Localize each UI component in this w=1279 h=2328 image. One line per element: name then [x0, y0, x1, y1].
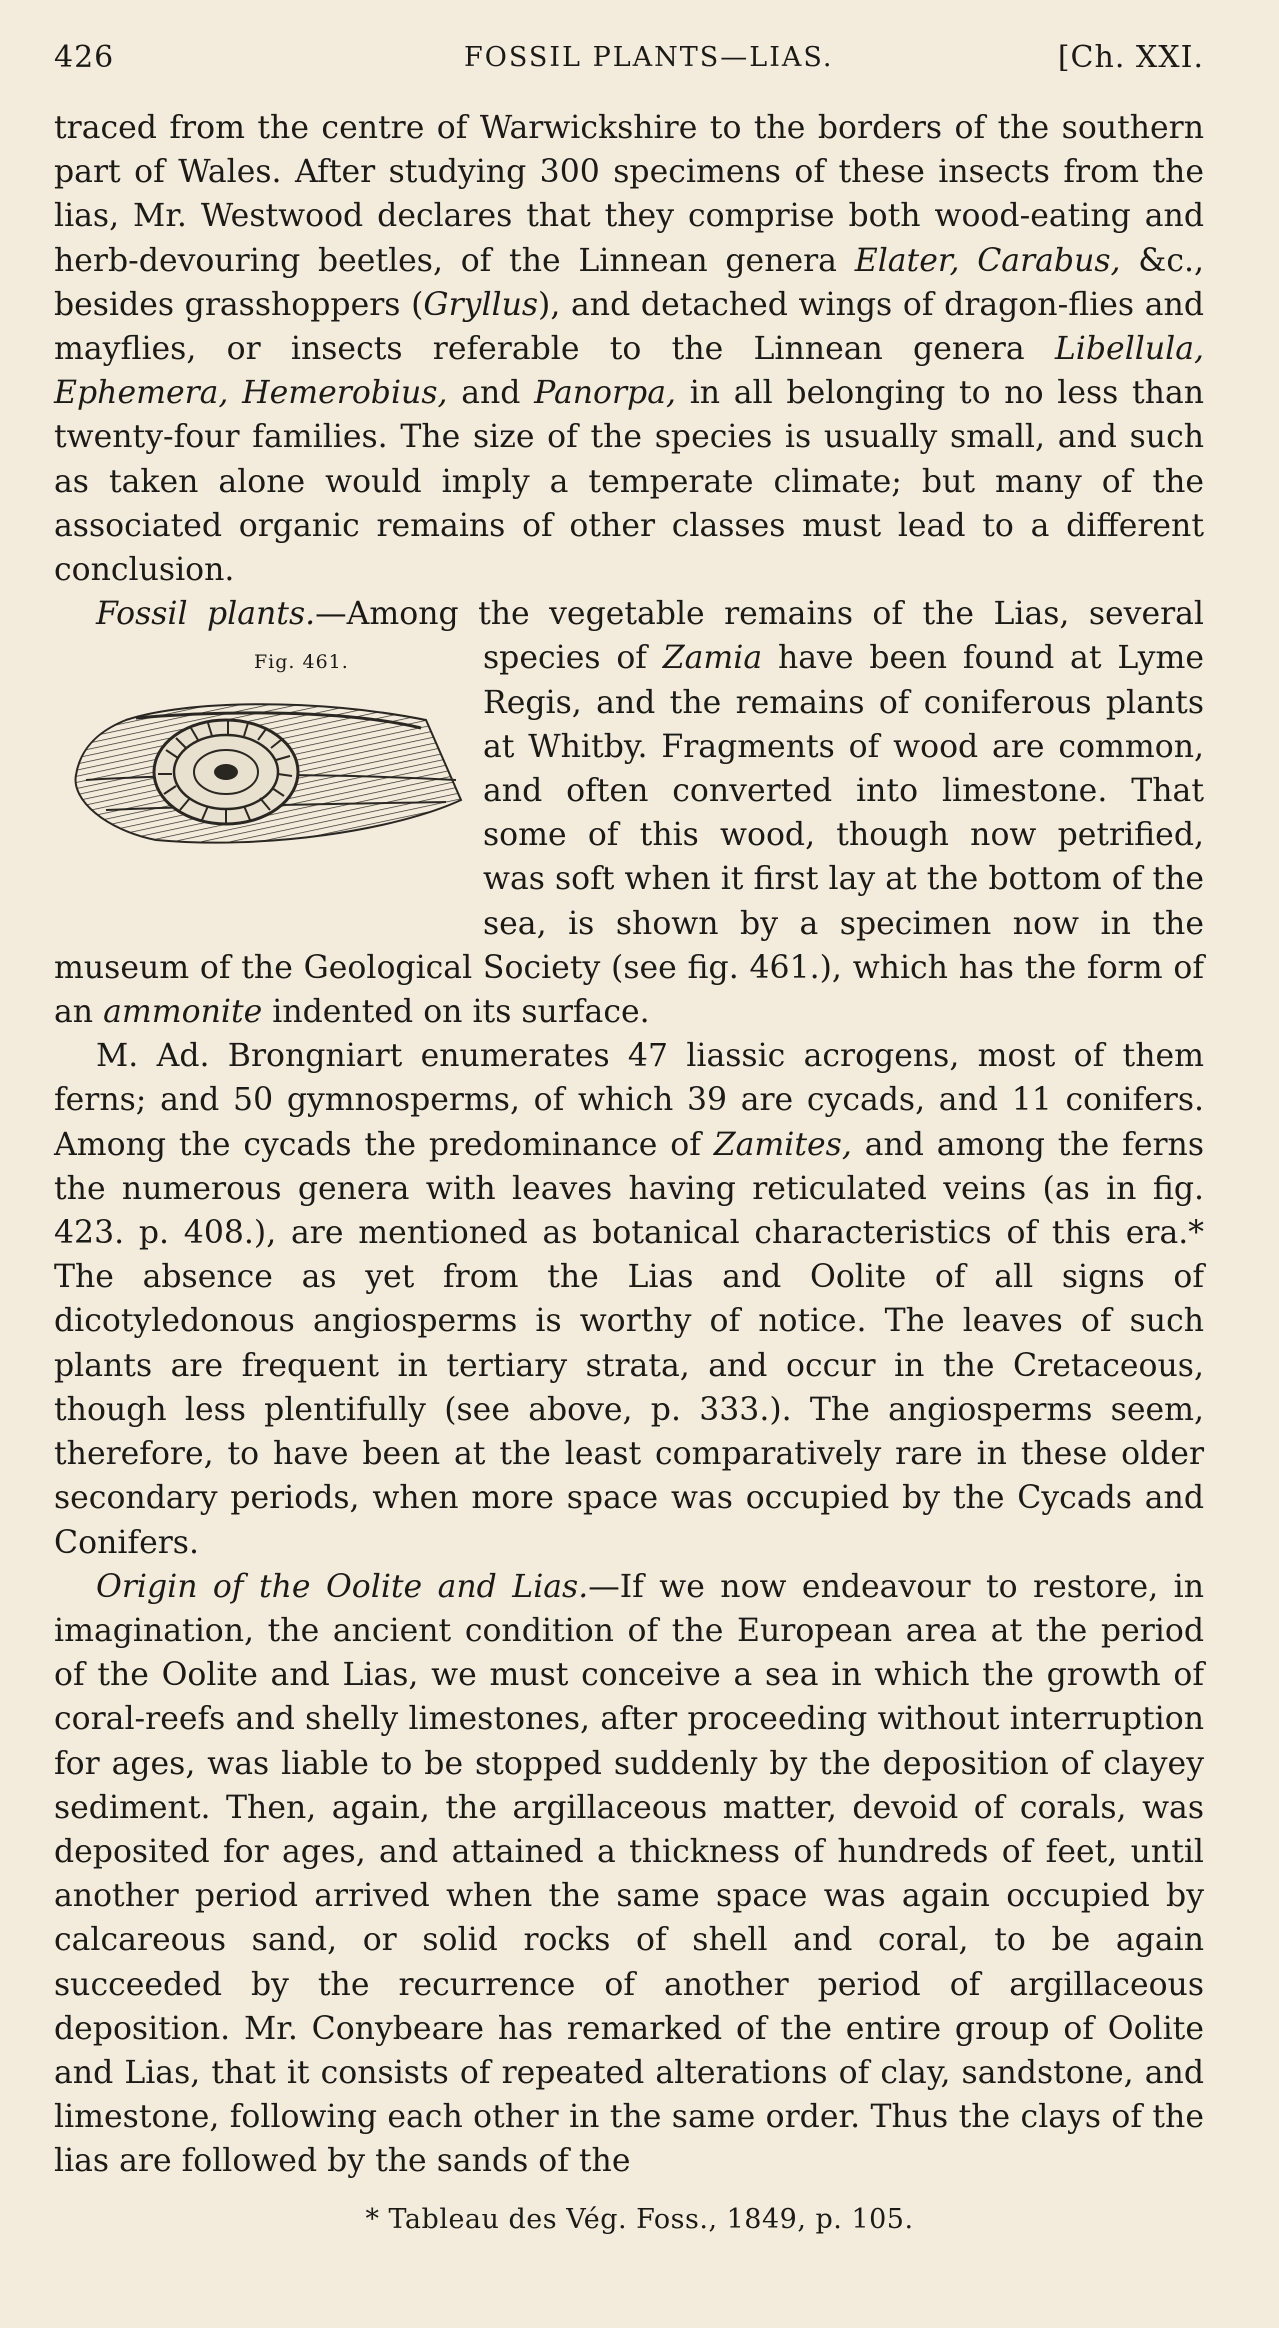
running-head — [54, 40, 1204, 84]
text-run: &c., besides grasshoppers ( — [54, 242, 1204, 323]
text-run: in all belonging to no less than twenty-four families. The size of the species is usually small, and such as taken alone would imply a temperate climate; but many of the associated organic remains of other classes must lead to a different conclusion. — [54, 375, 1205, 589]
text-run: M. Ad. Brongniart enumerates 47 liassic acrogens, most of them ferns; and 50 gymnosperms, of which 39 are cycads, and 11 conifers. Among the cycads the predominance of — [54, 1038, 1204, 1163]
paragraph-fossil-plants — [54, 592, 1204, 1034]
page-number: 426 — [54, 40, 115, 75]
paragraph-origin — [54, 1565, 1204, 2184]
genus-name: Zamites, — [713, 1126, 852, 1163]
body-text — [54, 106, 1204, 2184]
ammonite-in-fossil-wood-illustration-icon — [66, 680, 466, 860]
paragraph-insects — [54, 106, 1204, 592]
paragraph-brongniart — [54, 1034, 1204, 1564]
text-run: have been found at Lyme Regis, and the remains of coniferous plants at Whitby. Fragments of wood are common, and often converted into limestone. That some of this wood, though now petrified, was soft when it first lay at the bottom of the sea, is shown by a specimen now in the museum of the Geological Society (see fig. 461.), which has the form of an — [54, 640, 1204, 1031]
text-run: —If we now endeavour to restore, in imagination, the ancient condition of the European area at the period of the Oolite and Lias, we must conceive a sea in which the growth of coral-reefs and shelly limestones, after proceeding without interruption for ages, was liable to be stopped suddenly by the deposition of clayey sediment. Then, again, the argillaceous matter, devoid of corals, was deposited for ages, and attained a thickness of hundreds of feet, until another period arrived when the same space was again occupied by calcareous sand, or solid rocks of shell and coral, to be again succeeded by the recurrence of another period of argillaceous deposition. Mr. Conybeare has remarked of the entire group of Oolite and Lias, that it consists of repeated alterations of clay, sandstone, and limestone, following each other in the same order. Thus the clays of the lias are followed by the sands of the — [54, 1568, 1204, 2180]
genus-name: Zamia — [662, 640, 763, 677]
text-run: —Among the vegetable remains of the Lias, several species of — [315, 596, 1205, 677]
running-title: FOSSIL PLANTS—LIAS. — [464, 42, 834, 73]
text-run: and — [447, 375, 535, 412]
genus-name: ammonite — [103, 994, 263, 1031]
genus-name: Elater, Carabus, — [854, 242, 1121, 279]
genus-name: Gryllus — [423, 286, 539, 323]
footnote: * Tableau des Vég. Foss., 1849, p. 105. — [365, 2204, 914, 2235]
text-run: ), and detached wings of dragon-flies and mayflies, or insects referable to the Linnean genera — [54, 286, 1204, 368]
text-run: and among the ferns the numerous genera with leaves having reticulated veins (as in fig. 423. p. 408.), are mentioned as botanical characteristics of this era.* The absence as yet from the Lias and Oolite of all signs of dicotyledonous angiosperms is worthy of notice. The leaves of such plants are frequent in tertiary strata, and occur in the Cretaceous, though less plentifully (see above, p. 333.). The angiosperms seem, therefore, to have been at the least comparatively rare in these older secondary periods, when more space was occupied by the Cycads and Conifers. — [54, 1126, 1204, 1561]
figure-461 — [54, 636, 469, 936]
text-run: indented on its surface. — [262, 994, 650, 1031]
text-run: traced from the centre of Warwickshire to the borders of the southern part of Wales. After studying 300 specimens of these insects from the lias, Mr. Westwood declares that they comprise both wood-eating and herb-devouring beetles, of the Linnean genera — [54, 110, 1204, 279]
genus-name: Panorpa, — [534, 375, 676, 412]
genus-name: Libellula, Ephemera, Hemerobius, — [54, 331, 1204, 412]
chapter-label: [Ch. XXI. — [1057, 40, 1204, 75]
figure-caption: Fig. 461. — [254, 651, 349, 674]
section-heading: Origin of the Oolite and Lias. — [96, 1568, 589, 1605]
section-heading: Fossil plants. — [96, 596, 316, 633]
